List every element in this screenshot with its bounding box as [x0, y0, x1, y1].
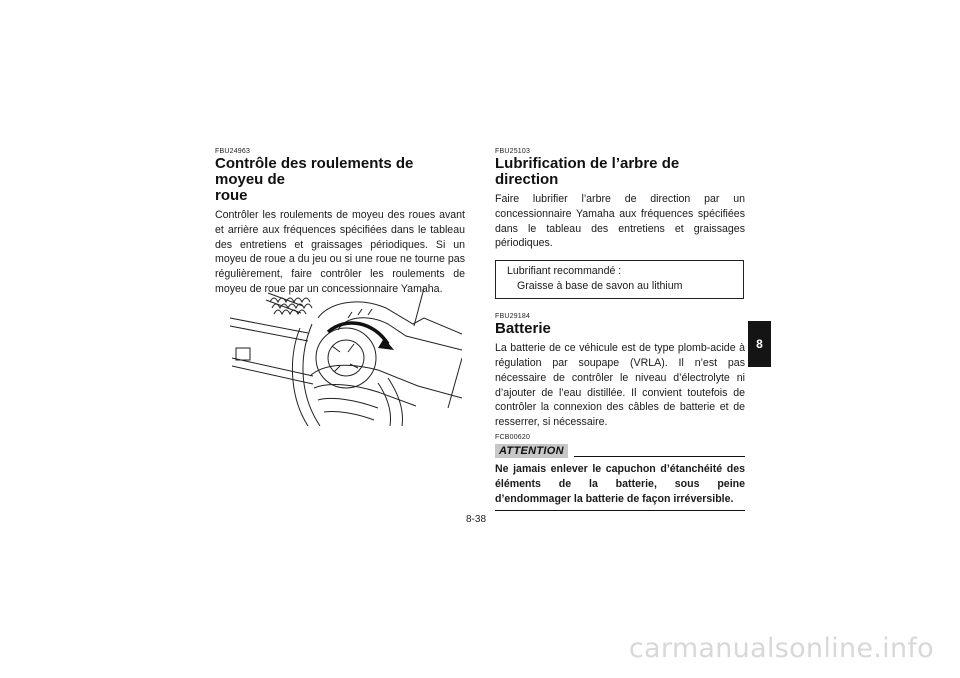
recommended-lubricant-box [495, 260, 744, 299]
caution-code: FCB00620 [495, 433, 531, 441]
section-body: Contrôler les roulements de moyeu des roues avant et arrière aux fréquences spécifiées dans le tableau des entretiens et graissages périodiques. Si un moyeu de roue a du jeu ou si une roue ne tourne pas régulièrement, faire contrôler les roulements de moyeu de roue par un concessionnaire Yamaha. [215, 209, 465, 295]
left-column [215, 148, 465, 297]
caution-text: Ne jamais enlever le capuchon d’étanchéité des éléments de la batterie, sous peine d’endommager la batterie de façon irréversible. [495, 462, 745, 505]
section-body-lubrication: Faire lubrifier l’arbre de direction par un concessionnaire Yamaha aux fréquences spécifiées dans le tableau des entretiens et graissages périodiques. [495, 193, 745, 250]
chapter-tab: 8 [748, 321, 771, 367]
caution-end-rule [495, 510, 745, 511]
section-title-lubrication: Lubrification de l’arbre de direction [495, 155, 680, 188]
watermark: carmanualsonline.info [628, 633, 934, 664]
section-title-battery: Batterie [495, 320, 551, 338]
section-body-battery: La batterie de ce véhicule est de type plomb-acide à régulation par soupape (VRLA). Il n’est pas nécessaire de contrôler le niveau d’électrolyte ni d’ajouter de l’eau distillée. Il convient toutefois de contrôler la connexion des câbles de batterie et de resserrer, si nécessaire. [495, 342, 745, 429]
caution-label: ATTENTION [495, 444, 568, 458]
section-code-battery: FBU29184 [495, 313, 531, 321]
section-code: FBU24963 [215, 148, 251, 155]
caution-header [495, 444, 745, 458]
wheel-hub-illustration [228, 288, 462, 426]
section-code-lubrication: FBU25103 [495, 148, 531, 155]
section-title-line2: roue [215, 187, 248, 204]
right-column [495, 148, 745, 511]
section-title [215, 156, 465, 204]
wheel-hub-check-icon [228, 288, 462, 426]
lubricant-label: Lubrifiant recommandé : [507, 265, 622, 278]
caution-rule [574, 456, 745, 457]
page-number: 8-38 [466, 514, 487, 525]
lubricant-value: Graisse à base de savon au lithium [517, 279, 683, 292]
section-title-line1: Contrôle des roulements de moyeu de [215, 155, 414, 188]
